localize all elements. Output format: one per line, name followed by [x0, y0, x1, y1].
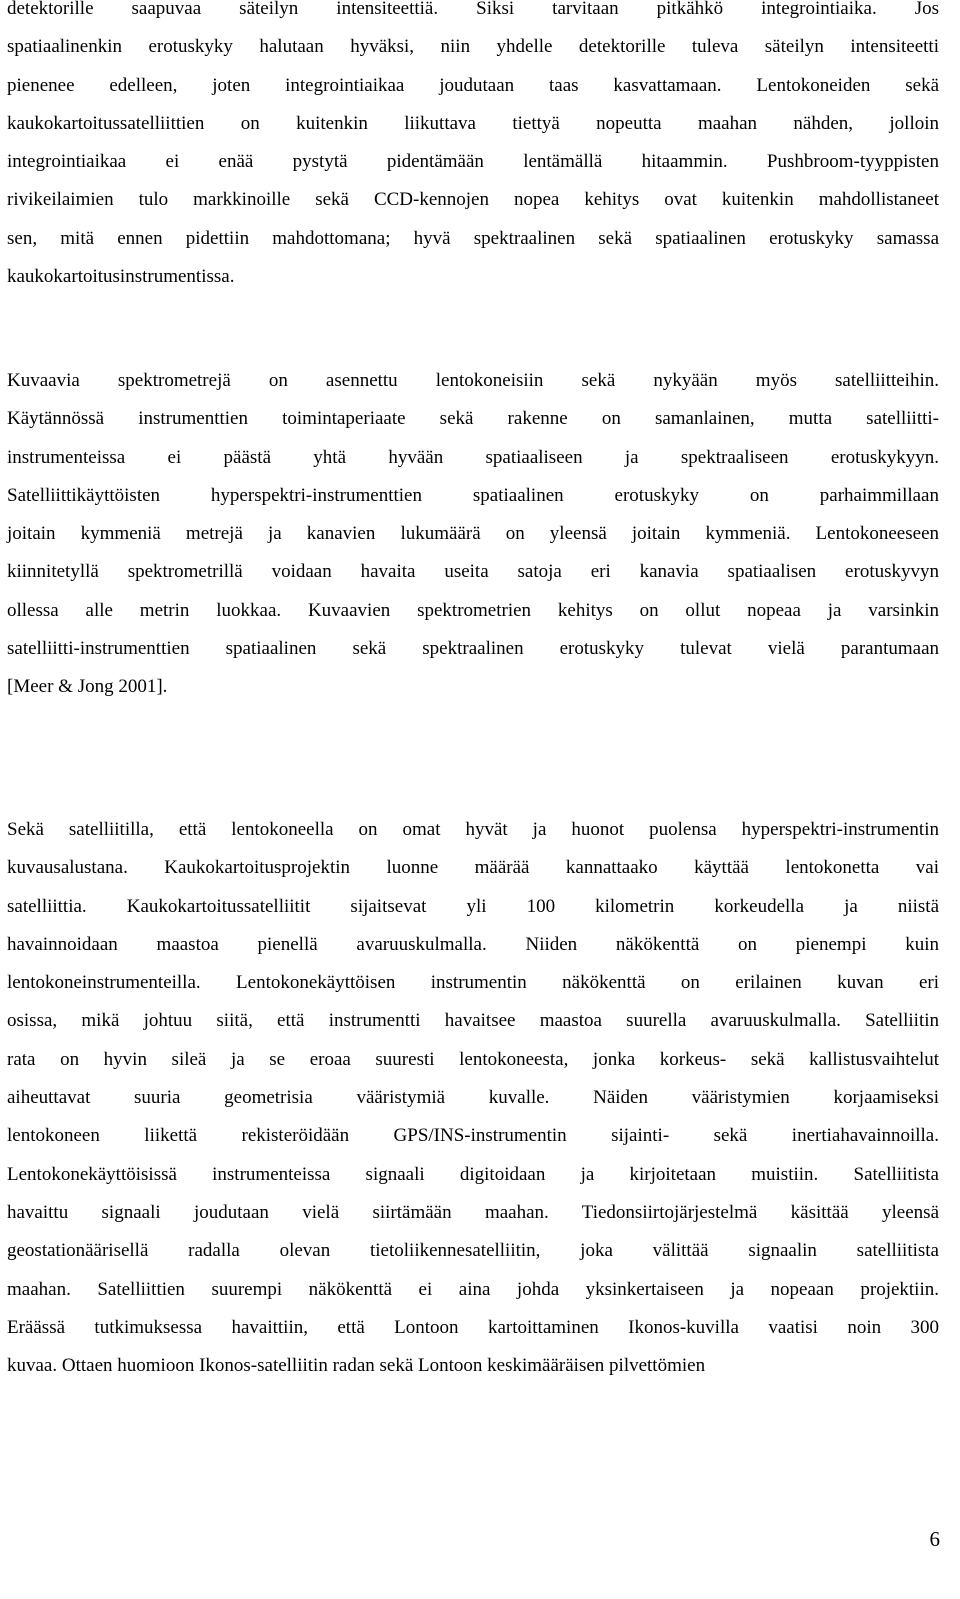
text-line: rivikeilaimien tulo markkinoille sekä CCD-kennojen nopea kehitys ovat kuitenkin mahdollistaneet: [7, 189, 939, 211]
text-line: Lentokonekäyttöisissä instrumenteissa signaali digitoidaan ja kirjoitetaan muistiin. Satelliitista: [7, 1163, 939, 1185]
paragraph-3: [7, 811, 939, 1385]
text-line: detektorille saapuvaa säteilyn intensiteettiä. Siksi tarvitaan pitkähkö integrointiaika. Jos: [7, 0, 939, 19]
paragraph-2: [7, 362, 939, 707]
text-line: maahan. Satelliittien suurempi näkökenttä ei aina johda yksinkertaiseen ja nopeaan projektiin.: [7, 1278, 939, 1300]
text-line: lentokoneen liikettä rekisteröidään GPS/INS-instrumentin sijainti- sekä inertiahavainnoilla.: [7, 1125, 939, 1147]
text-line: osissa, mikä johtuu siitä, että instrumentti havaitsee maastoa suurella avaruuskulmalla. Satelliitin: [7, 1010, 939, 1032]
text-line: aiheuttavat suuria geometrisia vääristymiä kuvalle. Näiden vääristymien korjaamiseksi: [7, 1087, 939, 1109]
text-line: kaukokartoitussatelliittien on kuitenkin liikuttava tiettyä nopeutta maahan nähden, jolloin: [7, 112, 939, 134]
text-line: instrumenteissa ei päästä yhtä hyvään spatiaaliseen ja spektraaliseen erotuskykyyn.: [7, 446, 939, 468]
text-line: kaukokartoitusinstrumentissa.: [7, 266, 235, 288]
text-line: lentokoneinstrumenteilla. Lentokonekäyttöisen instrumentin näkökenttä on erilainen kuvan eri: [7, 972, 939, 994]
text-line: satelliittia. Kaukokartoitussatelliitit sijaitsevat yli 100 kilometrin korkeudella ja niistä: [7, 895, 939, 917]
text-line: Kuvaavia spektrometrejä on asennettu lentokoneisiin sekä nykyään myös satelliitteihin.: [7, 370, 939, 391]
text-line: ollessa alle metrin luokkaa. Kuvaavien spektrometrien kehitys on ollut nopeaa ja varsinkin: [7, 599, 939, 621]
text-line: rata on hyvin sileä ja se eroaa suuresti lentokoneesta, jonka korkeus- sekä kallistusvaihtelut: [7, 1048, 939, 1070]
text-line: Eräässä tutkimuksessa havaittiin, että Lontoon kartoittaminen Ikonos-kuvilla vaatisi noin 300: [7, 1316, 939, 1338]
text-line: pienenee edelleen, joten integrointiaikaa joudutaan taas kasvattamaan. Lentokoneiden sekä: [7, 74, 939, 96]
text-line: havaittu signaali joudutaan vielä siirtämään maahan. Tiedonsiirtojärjestelmä käsittää yleensä: [7, 1201, 939, 1223]
text-line: joitain kymmeniä metrejä ja kanavien lukumäärä on yleensä joitain kymmeniä. Lentokoneeseen: [7, 523, 939, 545]
text-line: [Meer & Jong 2001].: [7, 676, 168, 698]
paragraph-1: [7, 0, 939, 296]
text-line: kiinnitetyllä spektrometrillä voidaan havaita useita satoja eri kanavia spatiaalisen erotuskyvyn: [7, 561, 939, 583]
text-line: Käytännössä instrumenttien toimintaperiaate sekä rakenne on samanlainen, mutta satelliitti-: [7, 408, 939, 430]
text-line: sen, mitä ennen pidettiin mahdottomana; hyvä spektraalinen sekä spatiaalinen erotuskyky samassa: [7, 227, 939, 249]
text-line: integrointiaikaa ei enää pystytä pidentämään lentämällä hitaammin. Pushbroom-tyyppisten: [7, 151, 939, 173]
page-number: 6: [929, 1527, 940, 1551]
text-line: Satelliittikäyttöisten hyperspektri-instrumenttien spatiaalinen erotuskyky on parhaimmillaan: [7, 484, 939, 506]
text-line: kuvausalustana. Kaukokartoitusprojektin luonne määrää kannattaako käyttää lentokonetta vai: [7, 857, 939, 879]
text-line: geostationäärisellä radalla olevan tietoliikennesatelliitin, joka välittää signaalin satelliitista: [7, 1240, 939, 1262]
text-line: satelliitti-instrumenttien spatiaalinen sekä spektraalinen erotuskyky tulevat vielä parantumaan: [7, 638, 939, 660]
text-line: havainnoidaan maastoa pienellä avaruuskulmalla. Niiden näkökenttä on pienempi kuin: [7, 933, 939, 955]
text-line: spatiaalinenkin erotuskyky halutaan hyväksi, niin yhdelle detektorille tuleva säteilyn intensiteetti: [7, 36, 939, 58]
text-line: kuvaa. Ottaen huomioon Ikonos-satelliitin radan sekä Lontoon keskimääräisen pilvettömien: [7, 1355, 706, 1377]
text-line: Sekä satelliitilla, että lentokoneella on omat hyvät ja huonot puolensa hyperspektri-instrumentin: [7, 819, 939, 840]
